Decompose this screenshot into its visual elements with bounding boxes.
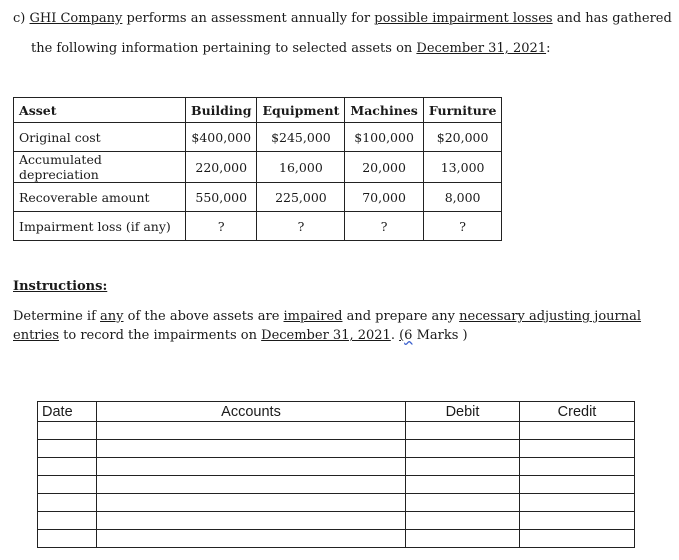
journal-row bbox=[38, 512, 635, 530]
cell-equipment: 225,000 bbox=[257, 183, 345, 212]
journal-cell[interactable] bbox=[406, 530, 520, 548]
header-equipment: Equipment bbox=[257, 98, 345, 123]
journal-cell[interactable] bbox=[520, 494, 635, 512]
row-label: Impairment loss (if any) bbox=[14, 212, 186, 241]
instr-marks-rest: Marks ) bbox=[412, 328, 468, 343]
cell-building: $400,000 bbox=[186, 123, 257, 152]
cell-furniture: $20,000 bbox=[423, 123, 502, 152]
cell-furniture: 13,000 bbox=[423, 152, 502, 183]
journal-row bbox=[38, 530, 635, 548]
instructions-heading: Instructions: bbox=[13, 279, 108, 294]
row-label: Accumulated depreciation bbox=[14, 152, 186, 183]
header-credit: Credit bbox=[520, 402, 635, 422]
question-line-2 bbox=[31, 41, 550, 56]
journal-cell[interactable] bbox=[38, 512, 97, 530]
journal-row bbox=[38, 494, 635, 512]
instructions-line-2 bbox=[13, 326, 468, 345]
instr-date: December 31, 2021 bbox=[261, 328, 391, 343]
journal-cell[interactable] bbox=[520, 458, 635, 476]
journal-row bbox=[38, 422, 635, 440]
journal-cell[interactable] bbox=[520, 440, 635, 458]
cell-machines: ? bbox=[345, 212, 423, 241]
question-text-2: and has gathered bbox=[552, 11, 672, 26]
header-accounts: Accounts bbox=[97, 402, 406, 422]
cell-equipment: 16,000 bbox=[257, 152, 345, 183]
question-date: December 31, 2021 bbox=[416, 41, 547, 56]
cell-building: 220,000 bbox=[186, 152, 257, 183]
company-name: GHI Company bbox=[29, 11, 123, 26]
instr-text-d: to record the impairments on bbox=[59, 328, 262, 343]
journal-row bbox=[38, 458, 635, 476]
header-date: Date bbox=[38, 402, 97, 422]
journal-cell[interactable] bbox=[97, 440, 406, 458]
journal-cell[interactable] bbox=[406, 476, 520, 494]
table-row bbox=[14, 183, 502, 212]
journal-cell[interactable] bbox=[38, 422, 97, 440]
journal-cell[interactable] bbox=[520, 476, 635, 494]
instr-text-a: Determine if bbox=[13, 309, 101, 324]
instr-text-c: and prepare any bbox=[342, 309, 460, 324]
journal-cell[interactable] bbox=[97, 494, 406, 512]
header-furniture: Furniture bbox=[423, 98, 502, 123]
journal-row bbox=[38, 476, 635, 494]
instr-any: any bbox=[100, 309, 124, 324]
journal-entry-table bbox=[37, 401, 635, 548]
instructions-line-1 bbox=[13, 307, 641, 326]
instr-entries: entries bbox=[13, 328, 60, 343]
question-line-1 bbox=[13, 11, 672, 26]
question-prefix: c) bbox=[13, 11, 30, 26]
journal-cell[interactable] bbox=[406, 494, 520, 512]
journal-cell[interactable] bbox=[406, 458, 520, 476]
instr-text-b: of the above assets are bbox=[123, 309, 284, 324]
asset-info-table bbox=[13, 97, 502, 241]
journal-cell[interactable] bbox=[38, 440, 97, 458]
header-building: Building bbox=[186, 98, 257, 123]
header-debit: Debit bbox=[406, 402, 520, 422]
cell-machines: $100,000 bbox=[345, 123, 423, 152]
journal-cell[interactable] bbox=[38, 530, 97, 548]
row-label: Recoverable amount bbox=[14, 183, 186, 212]
cell-furniture: ? bbox=[423, 212, 502, 241]
question-text-1: performs an assessment annually for bbox=[122, 11, 375, 26]
journal-cell[interactable] bbox=[406, 440, 520, 458]
journal-cell[interactable] bbox=[520, 512, 635, 530]
journal-cell[interactable] bbox=[97, 422, 406, 440]
journal-cell[interactable] bbox=[38, 476, 97, 494]
cell-machines: 20,000 bbox=[345, 152, 423, 183]
instr-necessary: necessary adjusting journal bbox=[459, 309, 642, 324]
instr-impaired: impaired bbox=[283, 309, 343, 324]
cell-furniture: 8,000 bbox=[423, 183, 502, 212]
instr-text-e: . bbox=[390, 328, 400, 343]
cell-equipment: ? bbox=[257, 212, 345, 241]
instr-marks-number: 6 bbox=[404, 328, 413, 343]
journal-cell[interactable] bbox=[406, 422, 520, 440]
journal-cell[interactable] bbox=[38, 494, 97, 512]
journal-cell[interactable] bbox=[97, 476, 406, 494]
question-line-2-text: the following information pertaining to selected assets on bbox=[31, 41, 417, 56]
table-row bbox=[14, 123, 502, 152]
cell-building: 550,000 bbox=[186, 183, 257, 212]
journal-cell[interactable] bbox=[97, 530, 406, 548]
journal-cell[interactable] bbox=[97, 458, 406, 476]
table-row bbox=[14, 212, 502, 241]
journal-cell[interactable] bbox=[520, 530, 635, 548]
journal-row bbox=[38, 440, 635, 458]
table-row bbox=[14, 152, 502, 183]
cell-machines: 70,000 bbox=[345, 183, 423, 212]
journal-header-row bbox=[38, 402, 635, 422]
cell-equipment: $245,000 bbox=[257, 123, 345, 152]
journal-cell[interactable] bbox=[97, 512, 406, 530]
journal-cell[interactable] bbox=[38, 458, 97, 476]
possible-impairment-term: possible impairment losses bbox=[374, 11, 553, 26]
cell-building: ? bbox=[186, 212, 257, 241]
journal-cell[interactable] bbox=[406, 512, 520, 530]
header-machines: Machines bbox=[345, 98, 423, 123]
journal-cell[interactable] bbox=[520, 422, 635, 440]
row-label: Original cost bbox=[14, 123, 186, 152]
header-asset: Asset bbox=[14, 98, 186, 123]
asset-table-header-row bbox=[14, 98, 502, 123]
instr-paren: ( bbox=[399, 328, 405, 343]
question-colon: : bbox=[546, 41, 551, 56]
